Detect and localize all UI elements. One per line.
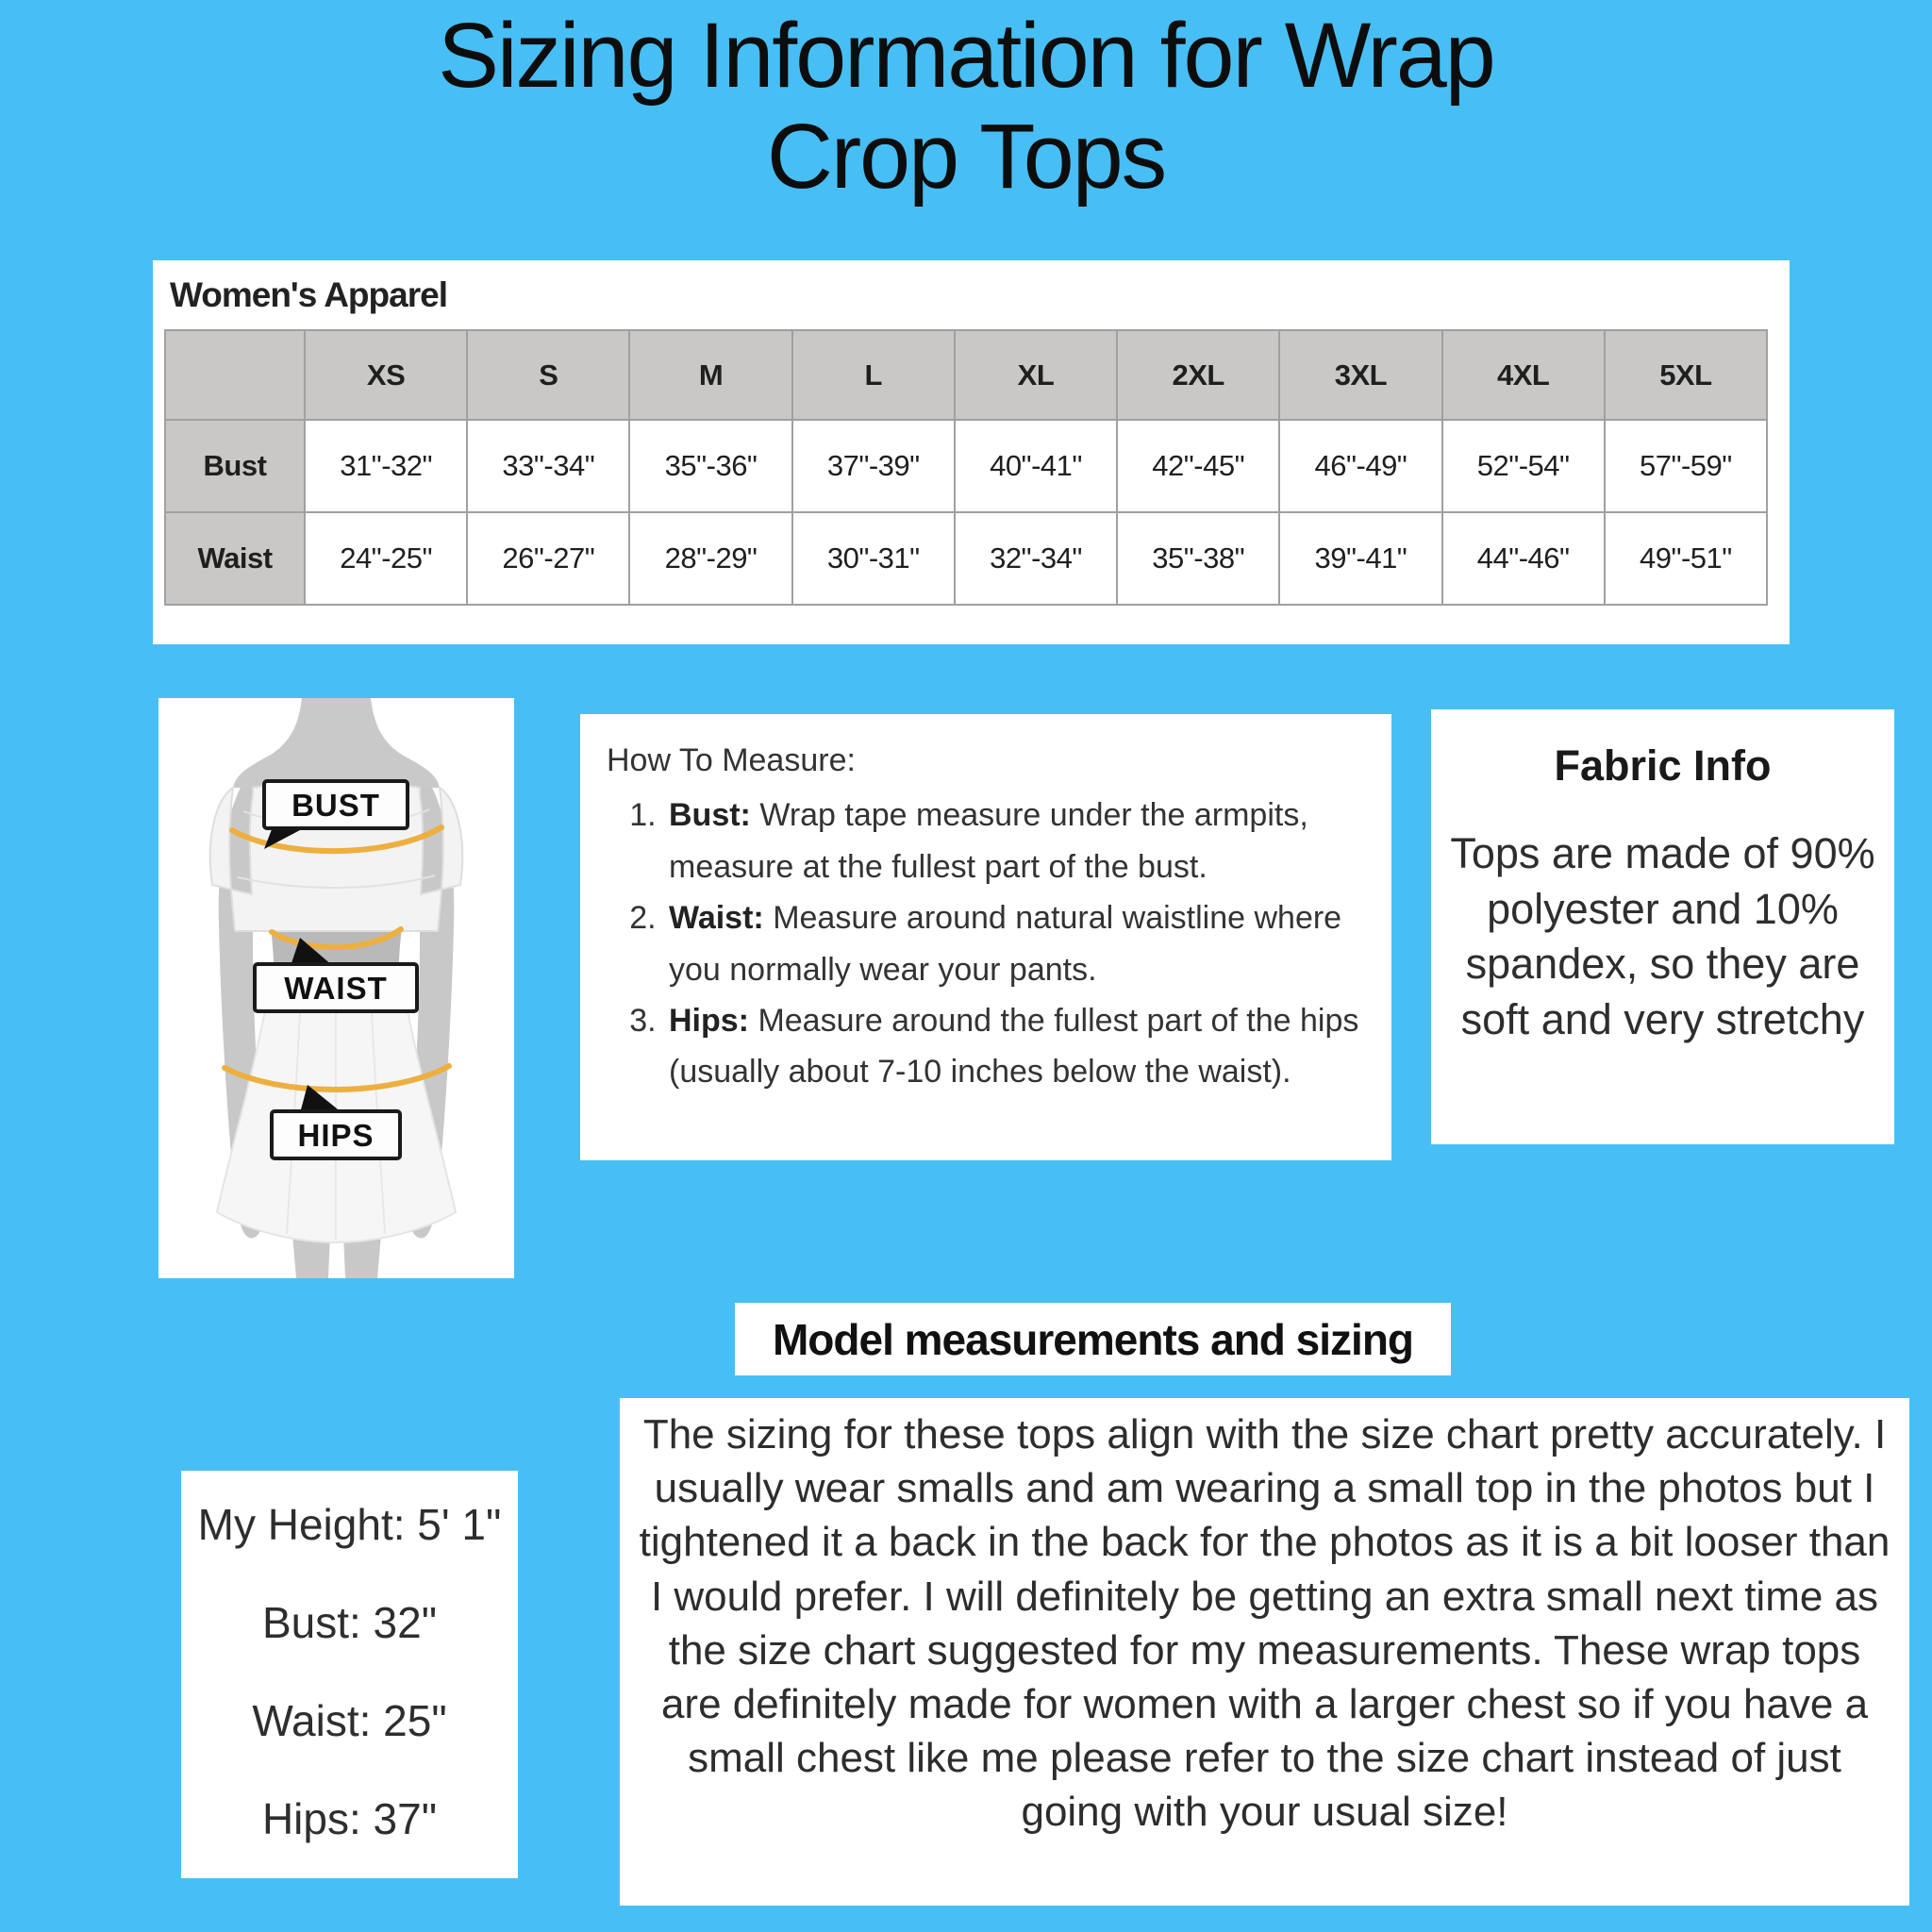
size-column-header: 2XL — [1117, 330, 1279, 420]
how-to-measure-panel — [580, 714, 1391, 1160]
size-cell: 24"-25" — [305, 512, 467, 605]
how-to-item-hips — [665, 995, 1367, 1098]
size-chart-heading: Women's Apparel — [170, 275, 447, 314]
size-cell: 39"-41" — [1279, 512, 1441, 605]
size-column-header: XL — [955, 330, 1117, 420]
model-sizing-heading: Model measurements and sizing — [735, 1303, 1451, 1375]
size-chart-table — [164, 329, 1768, 606]
fabric-info-heading: Fabric Info — [1554, 741, 1772, 790]
size-chart-row — [165, 512, 1767, 605]
size-cell: 28"-29" — [629, 512, 791, 605]
how-to-item-hips-term: Hips: — [669, 1002, 749, 1039]
size-column-header: 4XL — [1442, 330, 1605, 420]
model-measurements-panel — [181, 1471, 518, 1878]
size-cell: 26"-27" — [467, 512, 629, 605]
how-to-item-hips-text: Measure around the fullest part of the hips (usually about 7-10 inches below the waist). — [669, 1002, 1359, 1091]
how-to-measure-list — [607, 790, 1367, 1097]
sizing-notes-paragraph: The sizing for these tops align with the size chart pretty accurately. I usually wear smalls and am wearing a small top in the photos but I tightened it a back in the back for the photos as it is a bit looser than I would prefer. I will definitely be getting an extra small next time as the size chart suggested for my measurements. These wrap tops are definitely made for women with a larger chest so if you have a small chest like me please refer to the size chart instead of just going with your usual size! — [620, 1398, 1909, 1906]
size-cell: 49"-51" — [1605, 512, 1767, 605]
size-row-label: Waist — [165, 512, 305, 605]
measurement-diagram — [158, 698, 514, 1278]
size-chart-row — [165, 420, 1767, 512]
how-to-item-bust — [665, 790, 1367, 892]
hips-label: HIPS — [297, 1118, 375, 1153]
size-cell: 33"-34" — [467, 420, 629, 512]
size-cell: 57"-59" — [1605, 420, 1767, 512]
fabric-info-panel — [1431, 709, 1894, 1144]
page-title — [0, 6, 1932, 207]
bust-label: BUST — [291, 788, 380, 823]
model-photo — [158, 698, 514, 1278]
page-title-line1: Sizing Information for Wrap — [438, 4, 1494, 107]
size-cell: 35"-36" — [629, 420, 791, 512]
model-waist: Waist: 25" — [252, 1696, 447, 1745]
size-column-header: 5XL — [1605, 330, 1767, 420]
how-to-item-waist — [665, 892, 1367, 995]
how-to-item-bust-text: Wrap tape measure under the armpits, measure at the fullest part of the bust. — [669, 797, 1308, 885]
model-bust: Bust: 32" — [261, 1598, 438, 1647]
size-cell: 35"-38" — [1117, 512, 1279, 605]
size-column-header: L — [792, 330, 955, 420]
size-cell: 32"-34" — [955, 512, 1117, 605]
size-cell: 40"-41" — [955, 420, 1117, 512]
size-column-header: S — [467, 330, 629, 420]
waist-label: WAIST — [284, 971, 388, 1006]
size-column-header: M — [629, 330, 791, 420]
size-cell: 30"-31" — [792, 512, 955, 605]
how-to-item-waist-text: Measure around natural waistline where you normally wear your pants. — [669, 900, 1342, 988]
size-cell: 46"-49" — [1279, 420, 1441, 512]
size-cell: 44"-46" — [1442, 512, 1605, 605]
fabric-info-body: Tops are made of 90% polyester and 10% spandex, so they are soft and very stretchy — [1450, 829, 1875, 1043]
page-title-line2: Crop Tops — [766, 104, 1166, 208]
how-to-measure-heading: How To Measure: — [607, 742, 856, 778]
model-height: My Height: 5' 1" — [197, 1500, 502, 1549]
how-to-item-bust-term: Bust: — [669, 797, 751, 834]
size-column-header — [165, 330, 305, 420]
size-cell: 37"-39" — [792, 420, 955, 512]
size-row-label: Bust — [165, 420, 305, 512]
size-column-header: 3XL — [1279, 330, 1441, 420]
model-hips: Hips: 37" — [261, 1794, 438, 1843]
size-column-header: XS — [305, 330, 467, 420]
size-cell: 52"-54" — [1442, 420, 1605, 512]
size-chart-panel — [153, 260, 1790, 644]
size-cell: 42"-45" — [1117, 420, 1279, 512]
how-to-item-waist-term: Waist: — [669, 900, 764, 937]
size-cell: 31"-32" — [305, 420, 467, 512]
size-chart-header-row — [165, 330, 1767, 420]
